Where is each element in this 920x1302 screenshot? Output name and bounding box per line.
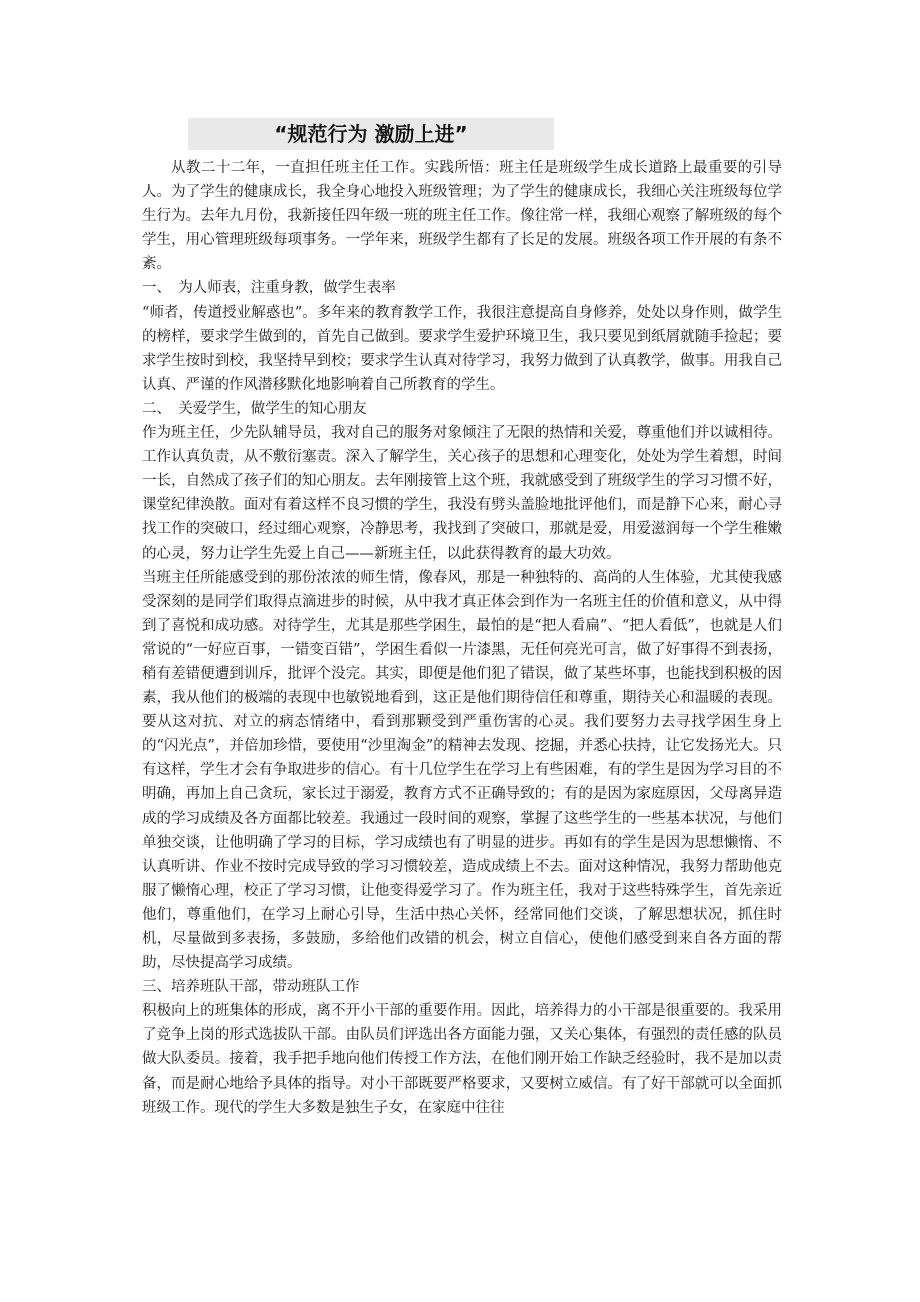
document-body xyxy=(142,156,782,1120)
body-paragraph: 作为班主任，少先队辅导员，我对自己的服务对象倾注了无限的热情和关爱，尊重他们并以诚相待。工作认真负责，从不敷衍塞责。深入了解学生，关心孩子的思想和心理变化，处处为学生着想，时间一长，自然成了孩子们的知心朋友。去年刚接管上这个班，我就感受到了班级学生的学习习惯不好，课堂纪律涣散。面对有着这样不良习惯的学生，我没有劈头盖脸地批评他们，而是静下心来，耐心寻找工作的突破口，经过细心观察，冷静思考，我找到了突破口，那就是爱，用爱滋润每一个学生稚嫩的心灵，努力让学生先爱上自己——新班主任，以此获得教育的最大功效。 xyxy=(142,425,782,562)
document-page xyxy=(142,118,782,1120)
section-heading: 一、 为人师表，注重身教，做学生表率 xyxy=(142,280,396,297)
section-heading: 三、培养班队干部，带动班队工作 xyxy=(142,979,360,996)
body-paragraph: 从教二十二年，一直担任班主任工作。实践所悟：班主任是班级学生成长道路上最重要的引导人。为了学生的健康成长，我全身心地投入班级管理；为了学生的健康成长，我细心关注班级每位学生行为。去年九月份，我新接任四年级一班的班主任工作。像往常一样，我细心观察了解班级的每个学生，用心管理班级每项事务。一学年来，班级学生都有了长足的发展。班级各项工作开展的有条不紊。 xyxy=(142,160,782,273)
body-paragraph: 当班主任所能感受到的那份浓浓的师生情，像春风，那是一种独特的、高尚的人生体验，尤其使我感受深刻的是同学们取得点滴进步的时候，从中我才真正体会到作为一名班主任的价值和意义，从中得到了喜悦和成功感。对待学生，尤其是那些学困生，最怕的是“把人看扁”、“把人看低”，也就是人们常说的“一好应百事，一错变百错”，学困生看似一片漆黑，无任何亮光可言，做了好事得不到表扬，稍有差错便遭到训斥，批评个没完。其实，即便是他们犯了错误，做了某些坏事，也能找到积极的因素，我从他们的极端的表现中也敏锐地看到，这正是他们期待信任和尊重，期待关心和温暖的表现。要从这对抗、对立的病态情绪中，看到那颗受到严重伤害的心灵。我们要努力去寻找学困生身上的“闪光点”，并倍加珍惜，要使用“沙里淘金”的精神去发现、挖掘，并悉心扶持，让它发扬光大。只有这样，学生才会有争取进步的信心。有十几位学生在学习上有些困难，有的学生是因为学习目的不明确，再加上自己贪玩，家长过于溺爱，教育方式不正确导致的；有的是因为家庭原因，父母离异造成的学习成绩及各方面都比较差。我通过一段时间的观察，掌握了这些学生的一些基本状况，与他们单独交谈，让他明确了学习的目标，学习成绩也有了明显的进步。再如有的学生是因为思想懒惰、不认真听讲、作业不按时完成导致的学习习惯较差，造成成绩上不去。面对这种情况，我努力帮助他克服了懒惰心理，校正了学习习惯，让他变得爱学习了。作为班主任，我对于这些特殊学生，首先亲近他们，尊重他们，在学习上耐心引导，生活中热心关怀，经常同他们交谈，了解思想状况，抓住时机，尽量做到多表扬，多鼓励，多给他们改错的机会，树立自信心，使他们感受到来自各方面的帮助，尽快提高学习成绩。 xyxy=(142,569,782,972)
body-paragraph: “师者，传道授业解惑也”。多年来的教育教学工作，我很注意提高自身修养，处处以身作则，做学生的榜样，要求学生做到的，首先自己做到。要求学生爱护环境卫生，我只要见到纸屑就随手捡起；要求学生按时到校，我坚持早到校；要求学生认真对待学习，我努力做到了认真教学，做事。用我自己认真、严谨的作风潜移默化地影响着自己所教育的学生。 xyxy=(142,304,782,393)
body-paragraph: 积极向上的班集体的形成，离不开小干部的重要作用。因此，培养得力的小干部是很重要的。我采用了竞争上岗的形式选拔队干部。由队员们评选出各方面能力强，又关心集体，有强烈的责任感的队员做大队委员。接着，我手把手地向他们传授工作方法，在他们刚开始工作缺乏经验时，我不是加以责备，而是耐心地给予具体的指导。对小干部既要严格要求，又要树立威信。有了好干部就可以全面抓班级工作。现代的学生大多数是独生子女，在家庭中往往 xyxy=(142,1003,782,1116)
document-title: “规范行为 激励上进” xyxy=(188,118,554,150)
section-heading: 二、 关爱学生，做学生的知心朋友 xyxy=(142,400,367,417)
